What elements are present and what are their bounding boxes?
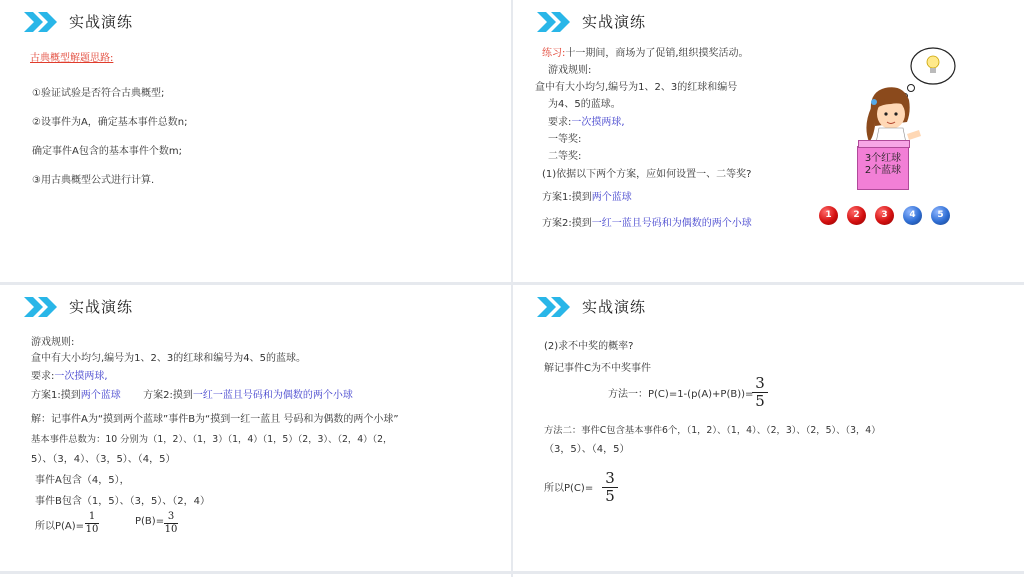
pa-fraction [85,511,99,536]
plans-line [31,389,353,403]
method-2-line-1: 方法二：事件C包含基本事件6个，（1，2）、（1，4）、（2，3）、（2，5）、（3，4） [544,425,881,436]
pa-denominator: 10 [85,524,99,535]
ball-4: 4 [903,206,922,225]
plan-2-value: 一红一蓝且号码和为偶数的两个小球 [192,390,353,401]
rules-title: 游戏规则: [548,65,592,76]
event-b-line: 事件B包含（1，5）、（3，5）、（2，4） [35,496,211,507]
first-prize: 一等奖: [548,134,582,145]
slide-3 [0,285,511,571]
plan-1-label: 方案1:摸到 [542,192,592,203]
plan-2-label: 方案2:摸到 [542,218,592,229]
method-1: 方法一：P(C)=1-(p(A)+P(B))= [608,389,754,400]
slide-title: 实战演练 [582,298,647,316]
pb-numerator: 3 [167,511,175,522]
ball-5: 5 [931,206,950,225]
plan-1-value: 两个蓝球 [80,390,121,401]
slide-1 [0,0,511,282]
requirement-line [548,116,625,130]
pb-denominator: 10 [164,524,178,535]
ball-1: 1 [819,206,838,225]
chevron-arrows-icon [24,12,62,32]
plan-2 [542,217,752,231]
exercise-text: 十一期间，商场为了促销,组织摸奖活动。 [565,48,749,59]
pa-label: 所以P(A)= [35,521,85,532]
requirement-label: 要求: [31,371,55,382]
conclusion-fraction [602,470,618,505]
rules-line: 盒中有大小均匀,编号为1、2、3的红球和编号为4、5的蓝球。 [31,353,306,364]
plan-1-label: 方案1:摸到 [31,390,81,401]
pa-numerator: 1 [88,511,96,522]
requirement-value: 一次摸两球, [571,117,625,128]
slide-title: 实战演练 [69,13,134,31]
question-1: (1)依据以下两个方案，应如何设置一、二等奖? [542,169,752,180]
basic-events-line-1: 基本事件总数为：10 分别为（1，2）、（1，3）（1，4）（1，5）（2，3）、（2，4）（2， [31,434,393,445]
pb-label: P(B)= [135,516,165,527]
m1-numerator: 3 [755,374,765,392]
slide-title: 实战演练 [69,298,134,316]
rules-line-1: 盒中有大小均匀,编号为1、2、3的红球和编号 [535,82,738,93]
box-lid [858,140,910,148]
requirement-value: 一次摸两球, [54,371,108,382]
chevron-arrows-icon [537,297,575,317]
event-a-line: 事件A包含（4，5）， [35,475,130,486]
box-label-blue: 2个蓝球 [864,165,902,176]
method-heading: 古典概型解题思路: [30,53,114,64]
requirement-label: 要求: [548,117,572,128]
conclusion: 所以P(C)= [544,483,594,494]
c-numerator: 3 [605,469,615,487]
plan-1 [542,191,632,205]
c-denominator: 5 [605,487,615,505]
m1-denominator: 5 [755,392,765,410]
method-2-line-2: （3，5）、（4，5） [544,444,630,455]
requirement-line [31,370,108,384]
solution-line: 解：记事件A为“摸到两个蓝球”事件B为“摸到一红一蓝且 号码和为偶数的两个小球” [31,414,399,425]
plan-2-label: 方案2:摸到 [143,390,193,401]
basic-events-line-2: 5）、（3，4）、（3，5）、（4，5） [31,454,176,465]
question-2: (2)求不中奖的概率? [544,341,634,352]
ball-2: 2 [847,206,866,225]
plan-1-value: 两个蓝球 [591,192,632,203]
slide-title: 实战演练 [582,13,647,31]
exercise-label: 练习: [542,48,566,59]
plan-2-value: 一红一蓝且号码和为偶数的两个小球 [591,218,752,229]
slide-2 [513,0,1024,282]
pb-fraction [164,511,178,536]
rules-line-2: 为4、5的蓝球。 [548,99,621,110]
method-1-fraction [752,375,768,410]
step-1: ①验证试验是否符合古典概型; [32,88,165,99]
ball-3: 3 [875,206,894,225]
step-2: ②设事件为A，确定基本事件总数n; [32,117,188,128]
second-prize: 二等奖: [548,151,582,162]
step-2-detail: 确定事件A包含的基本事件个数m; [32,146,182,157]
ball-box [857,146,909,190]
rules-title: 游戏规则: [31,337,75,348]
chevron-arrows-icon [24,297,62,317]
box-label-red: 3个红球 [864,153,902,164]
slide-4 [513,285,1024,571]
chevron-arrows-icon [537,12,575,32]
event-c-line: 解记事件C为不中奖事件 [544,363,651,374]
exercise-line [542,47,749,61]
step-3: ③用古典概型公式进行计算. [32,175,155,186]
